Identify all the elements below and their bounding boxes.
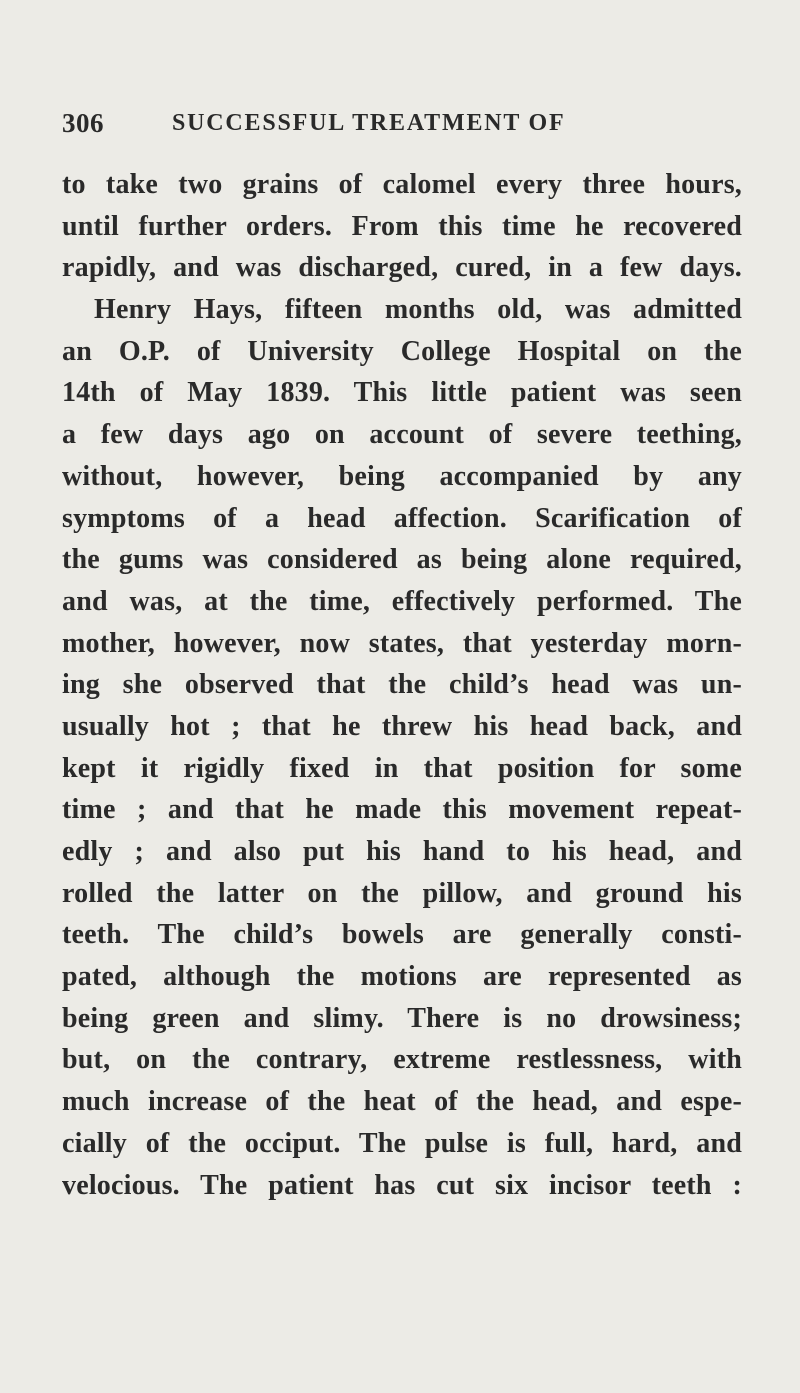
text-line: usually hot ; that he threw his head back, and: [62, 710, 742, 742]
text-line: until further orders. From this time he recovered: [62, 210, 742, 242]
text-line: but, on the contrary, extreme restlessness, with: [62, 1044, 742, 1076]
text-line: teeth. The child’s bowels are generally consti-: [62, 919, 742, 951]
text-line: a few days ago on account of severe teething,: [62, 419, 742, 451]
text-line: an O.P. of University College Hospital on the: [62, 335, 742, 367]
body-text: [62, 164, 742, 1206]
text-line: rolled the latter on the pillow, and ground his: [62, 877, 742, 909]
text-line: the gums was considered as being alone required,: [62, 544, 742, 576]
text-line: kept it rigidly fixed in that position for some: [62, 752, 742, 784]
text-line: ing she observed that the child’s head was un-: [62, 669, 742, 701]
text-line: cially of the occiput. The pulse is full, hard, and: [62, 1127, 742, 1159]
text-line: time ; and that he made this movement repeat-: [62, 794, 742, 826]
text-line: symptoms of a head affection. Scarification of: [62, 502, 742, 534]
text-line: edly ; and also put his hand to his head, and: [62, 836, 742, 867]
page-number: 306: [62, 108, 104, 138]
running-title: SUCCESSFUL TREATMENT OF: [172, 110, 566, 136]
text-line: velocious. The patient has cut six incisor teeth :: [62, 1169, 742, 1201]
text-line: being green and slimy. There is no drowsiness;: [62, 1002, 742, 1034]
text-line: and was, at the time, effectively performed. The: [62, 585, 742, 617]
text-line: to take two grains of calomel every three hours,: [62, 169, 742, 200]
text-line: much increase of the heat of the head, and espe-: [62, 1086, 742, 1118]
text-line: Henry Hays, fifteen months old, was admitted: [94, 294, 742, 326]
text-line: 14th of May 1839. This little patient was seen: [62, 377, 742, 409]
text-line: rapidly, and was discharged, cured, in a few days.: [62, 252, 742, 284]
text-line: without, however, being accompanied by any: [62, 460, 742, 492]
text-line: pated, although the motions are represented as: [62, 961, 742, 993]
running-head: [62, 108, 742, 148]
text-line: mother, however, now states, that yesterday morn-: [62, 627, 742, 659]
